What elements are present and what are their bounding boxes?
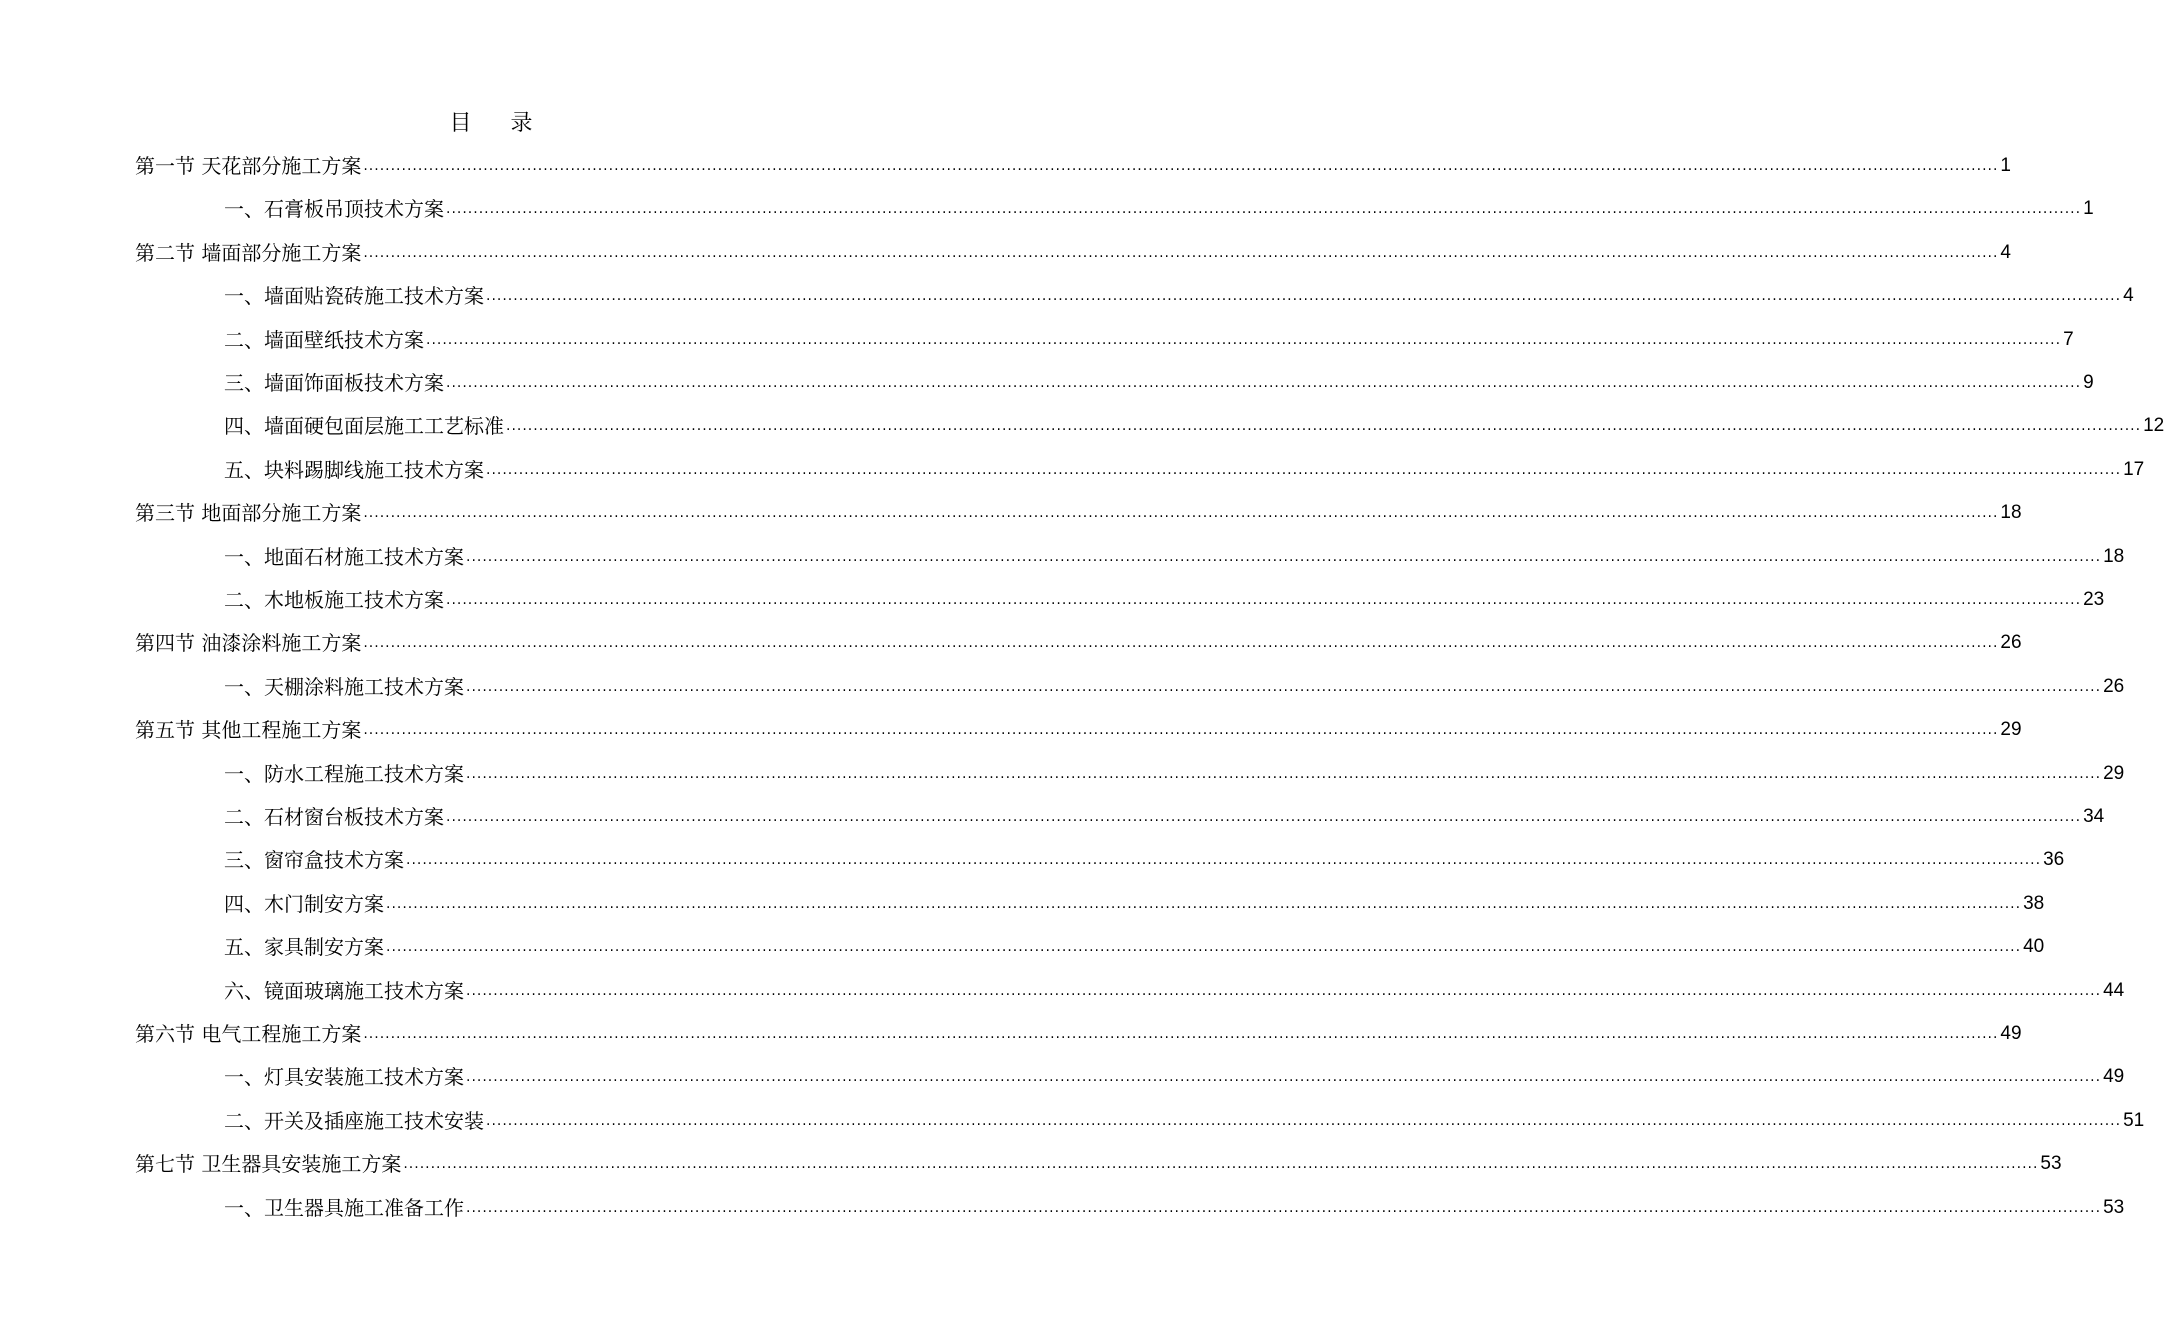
toc-dot-leader: ............................................................................................................................................................................................................................................................................................................ — [446, 375, 2082, 391]
toc-entry-label: 第五节 其他工程施工方案 — [135, 718, 362, 743]
toc-dot-leader: ............................................................................................................................................................................................................................................................................................................ — [466, 678, 2102, 695]
toc-page-number: 17 — [2123, 458, 2145, 480]
toc-entry-label: 一、天棚涂料施工技术方案 — [224, 674, 464, 699]
toc-entry-label: 一、灯具安装施工技术方案 — [224, 1065, 464, 1090]
toc-dot-leader: ............................................................................................................................................................................................................................................................................................................ — [446, 201, 2082, 218]
toc-entry-label: 第六节 电气工程施工方案 — [135, 1022, 362, 1046]
toc-entry-label: 一、地面石材施工技术方案 — [224, 544, 464, 569]
toc-entry-label: 一、卫生器具施工准备工作 — [224, 1195, 464, 1220]
toc-subsection-entry[interactable] — [224, 537, 2125, 577]
toc-page-number: 9 — [2083, 372, 2094, 393]
toc-dot-leader: ............................................................................................................................................................................................................................................................................................................ — [363, 635, 1999, 652]
toc-page-number: 18 — [2103, 545, 2125, 567]
toc-entry-label: 三、窗帘盒技术方案 — [224, 848, 404, 873]
toc-dot-leader: ............................................................................................................................................................................................................................................................................................................ — [466, 1199, 2102, 1216]
toc-entry-label: 一、防水工程施工技术方案 — [224, 761, 464, 786]
toc-dot-leader: ............................................................................................................................................................................................................................................................................................................ — [486, 461, 2122, 478]
toc-dot-leader: ............................................................................................................................................................................................................................................................................................................ — [403, 1156, 2039, 1173]
toc-subsection-entry[interactable] — [224, 1188, 2125, 1228]
toc-page-number: 23 — [2083, 589, 2105, 610]
toc-entry-label: 四、墙面硬包面层施工工艺标准 — [224, 414, 504, 439]
toc-section-entry[interactable] — [135, 233, 2011, 273]
toc-page-number: 40 — [2023, 936, 2045, 958]
toc-dot-leader: ............................................................................................................................................................................................................................................................................................................ — [466, 765, 2102, 782]
toc-entry-label: 五、块料踢脚线施工技术方案 — [224, 457, 484, 482]
toc-entry-label: 二、开关及插座施工技术安装 — [224, 1108, 484, 1133]
toc-dot-leader: ............................................................................................................................................................................................................................................................................................................ — [363, 722, 1999, 739]
toc-subsection-entry[interactable] — [224, 667, 2125, 707]
toc-page-number: 26 — [2103, 675, 2125, 697]
toc-dot-leader: ............................................................................................................................................................................................................................................................................................................ — [386, 895, 2022, 912]
toc-dot-leader: ............................................................................................................................................................................................................................................................................................................ — [446, 809, 2082, 825]
toc-subsection-entry[interactable] — [224, 406, 2164, 446]
toc-subsection-entry[interactable] — [224, 276, 2134, 316]
toc-entry-label: 四、木门制安方案 — [224, 891, 384, 916]
toc-dot-leader: ............................................................................................................................................................................................................................................................................................................ — [426, 331, 2062, 348]
toc-dot-leader: ............................................................................................................................................................................................................................................................................................................ — [446, 592, 2082, 608]
toc-page-number: 1 — [2000, 155, 2011, 176]
toc-page-number: 18 — [2000, 502, 2022, 524]
toc-subsection-entry[interactable] — [224, 450, 2145, 490]
toc-page-number: 51 — [2123, 1109, 2145, 1131]
toc-dot-leader: ............................................................................................................................................................................................................................................................................................................ — [466, 982, 2102, 999]
toc-page-number: 1 — [2083, 198, 2094, 220]
toc-page-number: 26 — [2000, 632, 2022, 654]
toc-page-number: 4 — [2000, 241, 2011, 263]
toc-subsection-entry[interactable] — [224, 884, 2045, 924]
toc-dot-leader: ............................................................................................................................................................................................................................................................................................................ — [466, 1069, 2102, 1086]
toc-subsection-entry[interactable] — [224, 363, 2094, 403]
toc-dot-leader: ............................................................................................................................................................................................................................................................................................................ — [363, 158, 1999, 174]
toc-section-entry[interactable] — [135, 710, 2022, 750]
toc-page-number: 38 — [2023, 892, 2045, 914]
toc-section-entry[interactable] — [135, 493, 2022, 533]
toc-dot-leader: ............................................................................................................................................................................................................................................................................................................ — [386, 939, 2022, 956]
toc-dot-leader: ............................................................................................................................................................................................................................................................................................................ — [486, 1112, 2122, 1129]
toc-entry-label: 二、木地板施工技术方案 — [224, 588, 444, 612]
toc-dot-leader: ............................................................................................................................................................................................................................................................................................................ — [363, 244, 1999, 261]
toc-section-entry[interactable] — [135, 623, 2022, 663]
toc-entry-label: 第三节 地面部分施工方案 — [135, 501, 362, 526]
toc-section-entry[interactable] — [135, 1144, 2062, 1184]
toc-subsection-entry[interactable] — [224, 1101, 2145, 1141]
toc-entry-label: 一、墙面贴瓷砖施工技术方案 — [224, 284, 484, 309]
toc-page-number: 49 — [2000, 1023, 2022, 1044]
toc-page-number: 44 — [2103, 979, 2125, 1001]
toc-subsection-entry[interactable] — [224, 927, 2045, 967]
toc-page-number: 34 — [2083, 806, 2105, 827]
toc-page-number: 53 — [2040, 1153, 2062, 1175]
toc-entry-label: 第四节 油漆涂料施工方案 — [135, 631, 362, 656]
toc-page-number: 36 — [2043, 849, 2065, 871]
toc-subsection-entry[interactable] — [224, 1057, 2125, 1097]
toc-entry-label: 五、家具制安方案 — [224, 935, 384, 960]
toc-dot-leader: ............................................................................................................................................................................................................................................................................................................ — [486, 288, 2122, 305]
toc-entry-label: 第七节 卫生器具安装施工方案 — [135, 1152, 402, 1177]
toc-entry-label: 一、石膏板吊顶技术方案 — [224, 197, 444, 222]
toc-subsection-entry[interactable] — [224, 840, 2065, 880]
toc-entry-label: 六、镜面玻璃施工技术方案 — [224, 978, 464, 1003]
toc-page-number: 49 — [2103, 1066, 2125, 1088]
toc-section-entry[interactable] — [135, 146, 2011, 186]
toc-page-number: 29 — [2103, 762, 2125, 784]
toc-dot-leader: ............................................................................................................................................................................................................................................................................................................ — [363, 505, 1999, 522]
toc-subsection-entry[interactable] — [224, 797, 2105, 837]
toc-dot-leader: ............................................................................................................................................................................................................................................................................................................ — [363, 1026, 1999, 1042]
toc-dot-leader: ............................................................................................................................................................................................................................................................................................................ — [506, 418, 2142, 435]
toc-subsection-entry[interactable] — [224, 320, 2074, 360]
toc-dot-leader: ............................................................................................................................................................................................................................................................................................................ — [406, 852, 2042, 869]
toc-page-number: 4 — [2123, 285, 2134, 307]
toc-subsection-entry[interactable] — [224, 754, 2125, 794]
toc-dot-leader: ............................................................................................................................................................................................................................................................................................................ — [466, 548, 2102, 565]
toc-page-number: 12 — [2143, 415, 2164, 437]
toc-entry-label: 二、墙面壁纸技术方案 — [224, 327, 424, 352]
toc-entry-label: 三、墙面饰面板技术方案 — [224, 371, 444, 395]
toc-subsection-entry[interactable] — [224, 189, 2094, 229]
toc-subsection-entry[interactable] — [224, 971, 2125, 1011]
toc-entry-label: 第一节 天花部分施工方案 — [135, 154, 362, 178]
toc-entry-label: 第二节 墙面部分施工方案 — [135, 240, 362, 265]
toc-page-number: 29 — [2000, 719, 2022, 741]
toc-page-number: 7 — [2063, 328, 2074, 350]
toc-section-entry[interactable] — [135, 1014, 2022, 1054]
toc-page-number: 53 — [2103, 1196, 2125, 1218]
toc-subsection-entry[interactable] — [224, 580, 2105, 620]
toc-entry-label: 二、石材窗台板技术方案 — [224, 805, 444, 829]
page-title: 目 录 — [449, 111, 549, 136]
